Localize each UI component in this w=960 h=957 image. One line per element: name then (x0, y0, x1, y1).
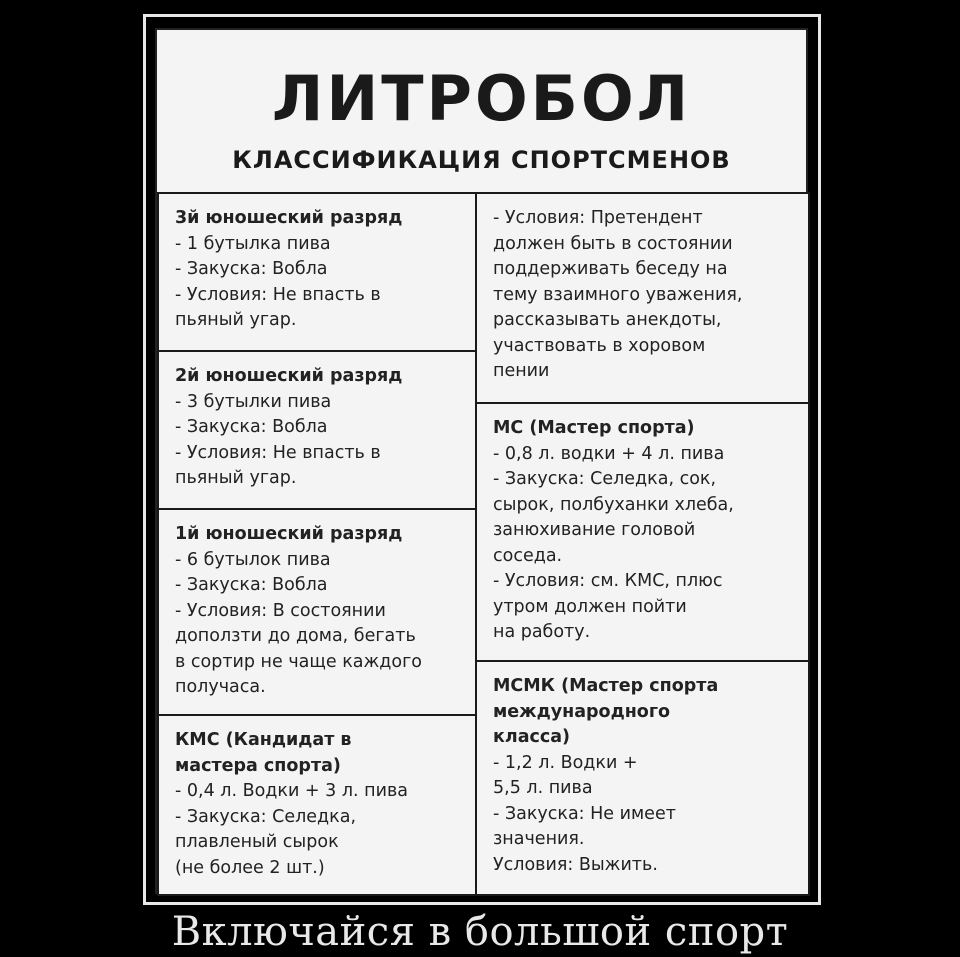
rank-line: на работу. (493, 622, 591, 642)
rank-line: - 1,2 л. Водки + (493, 752, 638, 773)
rank-line: - Условия: Претендент (493, 208, 703, 228)
footer-caption: Включайся в большой спорт (171, 909, 789, 955)
rank-line: получаса. (175, 677, 266, 697)
rank-line: - Закуска: Селедка, (175, 806, 357, 827)
rank-line: в сортир не чаще каждого (175, 651, 422, 672)
rank-line: должен быть в состоянии (493, 233, 733, 254)
rank-line: пьяный угар. (175, 310, 297, 330)
rank-line: - Закуска: Селедка, сок, (493, 469, 717, 489)
rank-heading: 1й юношеский разряд (175, 524, 403, 544)
rank-line: занюхивание головой (493, 520, 696, 540)
rank-line: Условия: Выжить. (493, 854, 658, 875)
rank-line: - Условия: В состоянии (175, 600, 386, 621)
rank-line: доползти до дома, бегать (175, 626, 416, 646)
rank-card-kms (157, 714, 477, 896)
rank-line: значения. (493, 829, 585, 849)
rank-card-msmk (475, 660, 810, 896)
rank-heading-cont: международного (493, 701, 670, 722)
rank-line: - 3 бутылки пива (175, 391, 332, 412)
rank-heading: МС (Мастер спорта) (493, 418, 695, 438)
rank-line: 5,5 л. пива (493, 778, 593, 798)
rank-line: плавленый сырок (175, 832, 339, 852)
rank-line: - Закуска: Не имеет (493, 803, 676, 824)
rank-heading: МСМК (Мастер спорта (493, 676, 719, 696)
rank-line: рассказывать анекдоты, (493, 310, 722, 330)
rank-line: тему взаимного уважения, (493, 284, 743, 305)
page-title: ЛИТРОБОЛ (271, 62, 692, 135)
rank-heading-cont: класса) (493, 727, 571, 747)
rank-line: - 1 бутылка пива (175, 233, 331, 254)
rank-line: - Условия: см. КМС, плюс (493, 571, 723, 591)
rank-line: пении (493, 361, 550, 381)
rank-line: пьяный угар. (175, 468, 297, 488)
kms-conditions-card (475, 192, 810, 404)
rank-line: - 0,8 л. водки + 4 л. пива (493, 443, 725, 464)
rank-line: - Условия: Не впасть в (175, 442, 381, 463)
rank-card-3rd-junior (157, 192, 477, 352)
rank-heading-cont: мастера спорта) (175, 755, 341, 776)
rank-heading: КМС (Кандидат в (175, 730, 352, 750)
rank-line: участвовать в хоровом (493, 335, 706, 356)
rank-line: - Условия: Не впасть в (175, 284, 381, 305)
rank-card-1st-junior (157, 508, 477, 716)
rank-heading: 2й юношеский разряд (175, 366, 403, 386)
rank-line: - Закуска: Вобла (175, 575, 328, 595)
rank-line: - 0,4 л. Водки + 3 л. пива (175, 781, 408, 801)
classification-sheet (155, 28, 808, 894)
rank-line: сырок, полбуханки хлеба, (493, 494, 734, 515)
rank-line: - Закуска: Вобла (175, 417, 328, 437)
page-subtitle: КЛАССИФИКАЦИЯ СПОРТСМЕНОВ (232, 146, 731, 174)
rank-line: поддерживать беседу на (493, 259, 728, 279)
rank-card-2nd-junior (157, 350, 477, 510)
rank-card-ms (475, 402, 810, 662)
rank-line: соседа. (493, 545, 563, 566)
rank-heading: 3й юношеский разряд (175, 208, 403, 228)
rank-line: - 6 бутылок пива (175, 549, 331, 570)
rank-line: утром должен пойти (493, 596, 687, 617)
rank-line: (не более 2 шт.) (175, 857, 325, 878)
rank-line: - Закуска: Вобла (175, 259, 328, 279)
